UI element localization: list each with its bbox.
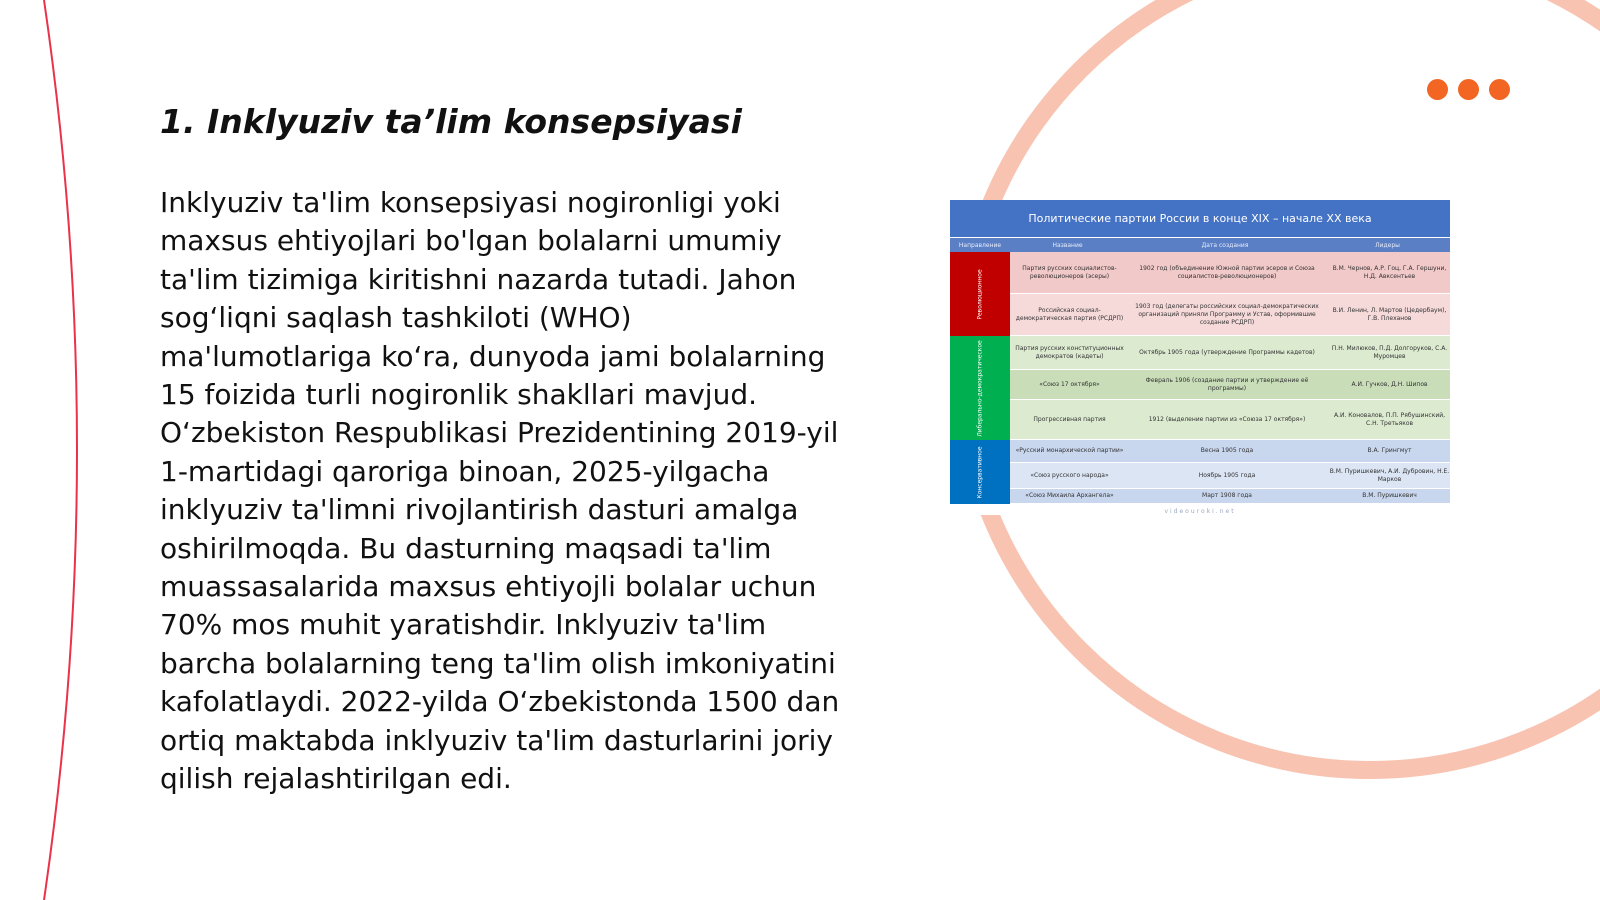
column-header: Название — [1052, 241, 1083, 249]
column-header: Направление — [958, 241, 1002, 249]
table-row: Партия русских конституционных демократов (кадеты) Октябрь 1905 года (утверждение Программы кадетов) П.Н. Милюков, П.Д. Долгоруков, С.А. Муромцев — [1010, 336, 1450, 370]
group-label: Либерально-демократическое — [950, 336, 1010, 440]
table-row: «Русский монархической партии» Весна 1905 года В.А. Грингмут — [1010, 440, 1450, 463]
table-group-liberal — [950, 336, 1450, 440]
table-group-revolutionary — [950, 252, 1450, 336]
dot-icon — [1489, 79, 1510, 100]
table-row: Партия русских социалистов-революционеров (эсеры) 1902 год (объединение Южной партии эсеров и Союза социалистов-революционеров) В.М. Чернов, А.Р. Гоц, Г.А. Гершуни, Н.Д. Авксентьев — [1010, 252, 1450, 294]
group-label: Революционное — [950, 252, 1010, 336]
column-header: Дата создания — [1201, 241, 1249, 249]
decorative-dots — [1427, 79, 1510, 100]
table-columns — [950, 237, 1450, 252]
image-watermark: videouroki.net — [1164, 508, 1236, 515]
dot-icon — [1427, 79, 1448, 100]
slide-body-text: Inklyuziv ta'lim konsepsiyasi nogironligi yoki maxsus ehtiyojlari bo'lgan bolalarni umumiy ta'lim tizimiga kiritishni nazarda tutadi. Jahon sog‘liqni saqlash tashkiloti (WHO) ma'lumotlariga ko‘ra, dunyoda jami bolalarning 15 foizida turli nogironlik shakllari mavjud. O‘zbekiston Respublikasi Prezidentining 2019-yil 1-martidagi qaroriga binoan, 2025-yilgacha inklyuziv ta'limni rivojlantirish dasturi amalga oshirilmoqda. Bu dasturning maqsadi ta'lim muassasalarida maxsus ehtiyojli bolalar uchun 70% mos muhit yaratishdir. Inklyuziv ta'lim barcha bolalarning teng ta'lim olish imkoniyatini kafolatlaydi. 2022-yilda O‘zbekistonda 1500 dan ortiq maktabda inklyuziv ta'lim dasturlarini joriy qilish rejalashtirilgan edi. — [160, 186, 840, 796]
group-label: Консервативное — [950, 440, 1010, 504]
table-header: Политические партии России в конце XIX – начале XX века — [950, 200, 1450, 237]
decorative-left-curve — [44, 0, 77, 900]
table-row: Прогрессивная партия 1912 (выделение партии из «Союза 17 октября») А.И. Коновалов, П.П. Рябушинский, С.Н. Третьяков — [1010, 400, 1450, 440]
table-row: «Союз русского народа» Ноябрь 1905 года В.М. Пуришкевич, А.И. Дубровин, Н.Е. Марков — [1010, 463, 1450, 489]
table-group-conservative — [950, 440, 1450, 504]
dot-icon — [1458, 79, 1479, 100]
table-row: Российская социал-демократическая партия (РСДРП) 1903 год (делегаты российских социал-демократических организаций приняли Программу и Устав, оформившие создание РСДРП) В.И. Ленин, Л. Мартов (Цедербаум), Г.В. Плеханов — [1010, 294, 1450, 336]
table-row: «Союз Михаила Архангела» Март 1908 года В.М. Пуришкевич — [1010, 489, 1450, 504]
embedded-table-image — [950, 200, 1450, 515]
slide-title: 1. Inklyuziv ta’lim konsepsiyasi — [160, 102, 742, 141]
column-header: Лидеры — [1375, 241, 1400, 249]
table-row: «Союз 17 октября» Февраль 1906 (создание партии и утверждение её программы) А.И. Гучков, Д.Н. Шипов — [1010, 370, 1450, 400]
